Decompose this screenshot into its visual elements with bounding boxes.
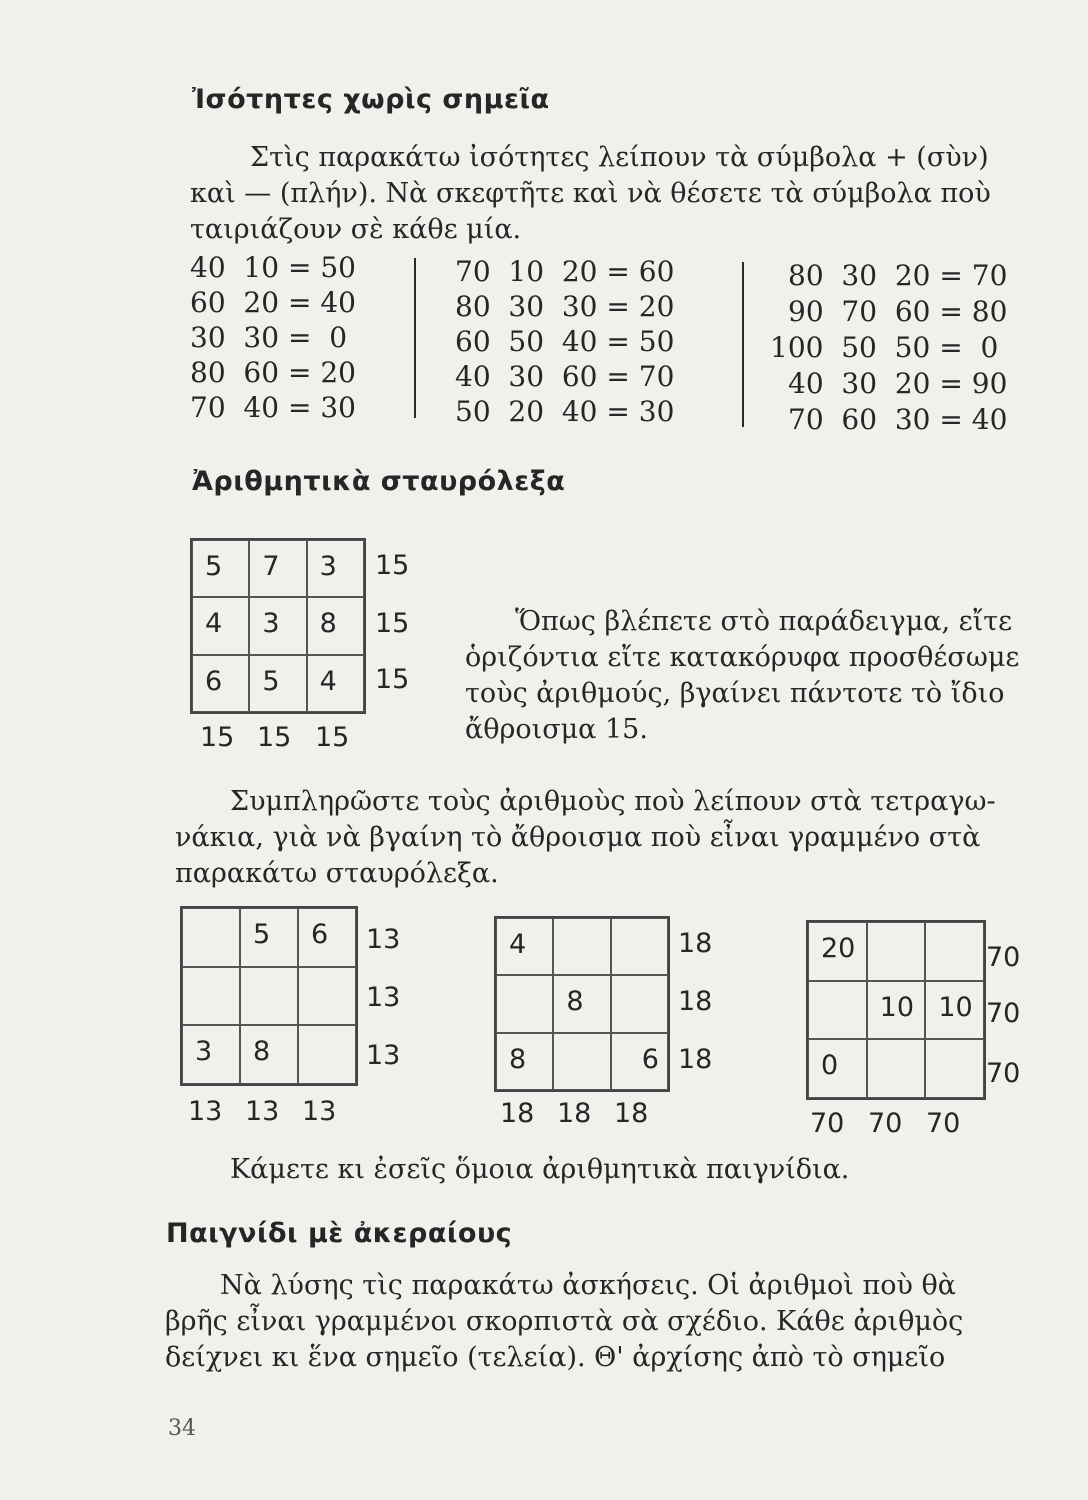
grid-cell: 0	[808, 1039, 867, 1098]
column-divider	[414, 258, 416, 418]
row-sum: 13	[366, 982, 401, 1013]
closing-sentence: Κάμετε κι ἐσεῖς ὅμοια ἀριθμητικὰ παιγνίδια.	[230, 1154, 850, 1185]
grid-cell-empty[interactable]	[867, 922, 926, 981]
row-sum: 18	[678, 928, 713, 959]
grid-cell: 4	[307, 655, 364, 712]
row-sum: 70	[986, 1058, 1021, 1089]
row-sum: 13	[366, 924, 401, 955]
equation: 90 70 60 = 80	[788, 295, 1008, 328]
grid-cell: 8	[240, 1025, 298, 1084]
instruction-line: νάκια, γιὰ νὰ βγαίνη τὸ ἄθροισμα ποὺ εἶναι γραμμένο στὰ	[175, 822, 981, 853]
grid-cell-empty[interactable]	[925, 922, 984, 981]
grid-cell: 8	[496, 1033, 553, 1090]
grid-cell-empty[interactable]	[553, 918, 610, 975]
grid-cell-empty[interactable]	[182, 967, 240, 1026]
column-divider	[742, 262, 744, 427]
column-sum: 15	[315, 722, 350, 753]
grid-cell: 10	[925, 981, 984, 1040]
paragraph-line: δείχνει κι ἕνα σημεῖο (τελεία). Θ' ἀρχίσης ἀπὸ τὸ σημεῖο	[165, 1342, 946, 1373]
row-sum: 70	[986, 942, 1021, 973]
row-sum: 18	[678, 1044, 713, 1075]
section-title-equalities: Ἰσότητες χωρὶς σημεῖα	[192, 84, 550, 115]
intro-line: καὶ — (πλήν). Νὰ σκεφτῆτε καὶ νὰ θέσετε τὰ σύμβολα ποὺ	[190, 178, 991, 209]
explanation-line: ὁριζόντια εἴτε κατακόρυφα προσθέσωμε	[465, 642, 1020, 673]
equation: 30 30 = 0	[190, 321, 348, 354]
grid-cell: 4	[496, 918, 553, 975]
grid-cell: 6	[192, 655, 249, 712]
grid-cell: 3	[249, 597, 306, 654]
grid-cell: 4	[192, 597, 249, 654]
grid-cell-empty[interactable]	[867, 1039, 926, 1098]
puzzle-grid-1	[180, 906, 358, 1086]
equation: 60 20 = 40	[190, 286, 356, 319]
explanation-line: τοὺς ἀριθμούς, βγαίνει πάντοτε τὸ ἴδιο	[465, 678, 1005, 709]
section-title-integers-game: Παιγνίδι μὲ ἀκεραίους	[166, 1218, 513, 1249]
paragraph-line: βρῆς εἶναι γραμμένοι σκορπιστὰ σὰ σχέδιο. Κάθε ἀριθμὸς	[165, 1306, 964, 1337]
page-number: 34	[168, 1416, 196, 1441]
instruction-line: Συμπληρῶστε τοὺς ἀριθμοὺς ποὺ λείπουν στὰ τετραγω-	[230, 786, 996, 817]
grid-cell-empty[interactable]	[496, 975, 553, 1032]
grid-cell: 6	[611, 1033, 668, 1090]
intro-line: ταιριάζουν σὲ κάθε μία.	[190, 214, 522, 245]
grid-cell-empty[interactable]	[925, 1039, 984, 1098]
grid-cell-empty[interactable]	[611, 975, 668, 1032]
grid-cell-empty[interactable]	[298, 967, 356, 1026]
puzzle-grid-2	[494, 916, 670, 1092]
row-sum: 15	[375, 664, 410, 695]
grid-cell: 5	[240, 908, 298, 967]
equation: 80 30 30 = 20	[455, 290, 675, 323]
equation: 60 50 40 = 50	[455, 325, 675, 358]
paragraph-line: Νὰ λύσης τὶς παρακάτω ἀσκήσεις. Οἱ ἀριθμοὶ ποὺ θὰ	[220, 1270, 956, 1301]
equation: 40 10 = 50	[190, 251, 356, 284]
grid-cell: 20	[808, 922, 867, 981]
row-sum: 18	[678, 986, 713, 1017]
column-sum: 15	[200, 722, 235, 753]
instruction-paragraph	[175, 784, 1055, 892]
equation: 40 30 20 = 90	[788, 367, 1008, 400]
row-sum: 70	[986, 998, 1021, 1029]
grid-cell-empty[interactable]	[808, 981, 867, 1040]
column-sum: 70	[868, 1108, 903, 1139]
grid-cell: 3	[182, 1025, 240, 1084]
row-sum: 13	[366, 1040, 401, 1071]
example-crossword-grid	[190, 538, 366, 714]
grid-cell-empty[interactable]	[298, 1025, 356, 1084]
column-sum: 70	[926, 1108, 961, 1139]
grid-cell-empty[interactable]	[182, 908, 240, 967]
equation: 70 10 20 = 60	[455, 255, 675, 288]
grid-cell: 5	[192, 540, 249, 597]
equation: 80 30 20 = 70	[788, 259, 1008, 292]
grid-cell: 7	[249, 540, 306, 597]
column-sum: 18	[614, 1098, 649, 1129]
column-sum: 13	[188, 1096, 223, 1127]
row-sum: 15	[375, 550, 410, 581]
grid-cell: 5	[249, 655, 306, 712]
grid-cell: 6	[298, 908, 356, 967]
grid-cell: 8	[307, 597, 364, 654]
equation: 80 60 = 20	[190, 356, 356, 389]
row-sum: 15	[375, 608, 410, 639]
equation: 70 60 30 = 40	[788, 403, 1008, 436]
grid-cell: 10	[867, 981, 926, 1040]
example-explanation	[465, 604, 1045, 748]
grid-cell: 8	[553, 975, 610, 1032]
grid-cell-empty[interactable]	[611, 918, 668, 975]
column-sum: 18	[500, 1098, 535, 1129]
grid-cell-empty[interactable]	[553, 1033, 610, 1090]
grid-cell-empty[interactable]	[240, 967, 298, 1026]
column-sum: 70	[810, 1108, 845, 1139]
equation: 40 30 60 = 70	[455, 360, 675, 393]
column-sum: 15	[257, 722, 292, 753]
explanation-line: ἄθροισμα 15.	[465, 714, 648, 745]
equation: 70 40 = 30	[190, 391, 356, 424]
instruction-line: παρακάτω σταυρόλεξα.	[175, 858, 499, 889]
equation: 50 20 40 = 30	[455, 395, 675, 428]
intro-line: Στὶς παρακάτω ἰσότητες λείπουν τὰ σύμβολα + (σὺν)	[250, 142, 989, 173]
grid-cell: 3	[307, 540, 364, 597]
integers-game-paragraph	[165, 1268, 1045, 1376]
equation: 100 50 50 = 0	[770, 331, 999, 364]
column-sum: 13	[245, 1096, 280, 1127]
section-title-crosswords: Ἀριθμητικὰ σταυρόλεξα	[192, 466, 566, 497]
explanation-line: Ὅπως βλέπετε στὸ παράδειγμα, εἴτε	[515, 606, 1013, 637]
column-sum: 13	[302, 1096, 337, 1127]
intro-paragraph	[190, 140, 1050, 248]
puzzle-grid-3	[806, 920, 986, 1100]
column-sum: 18	[557, 1098, 592, 1129]
